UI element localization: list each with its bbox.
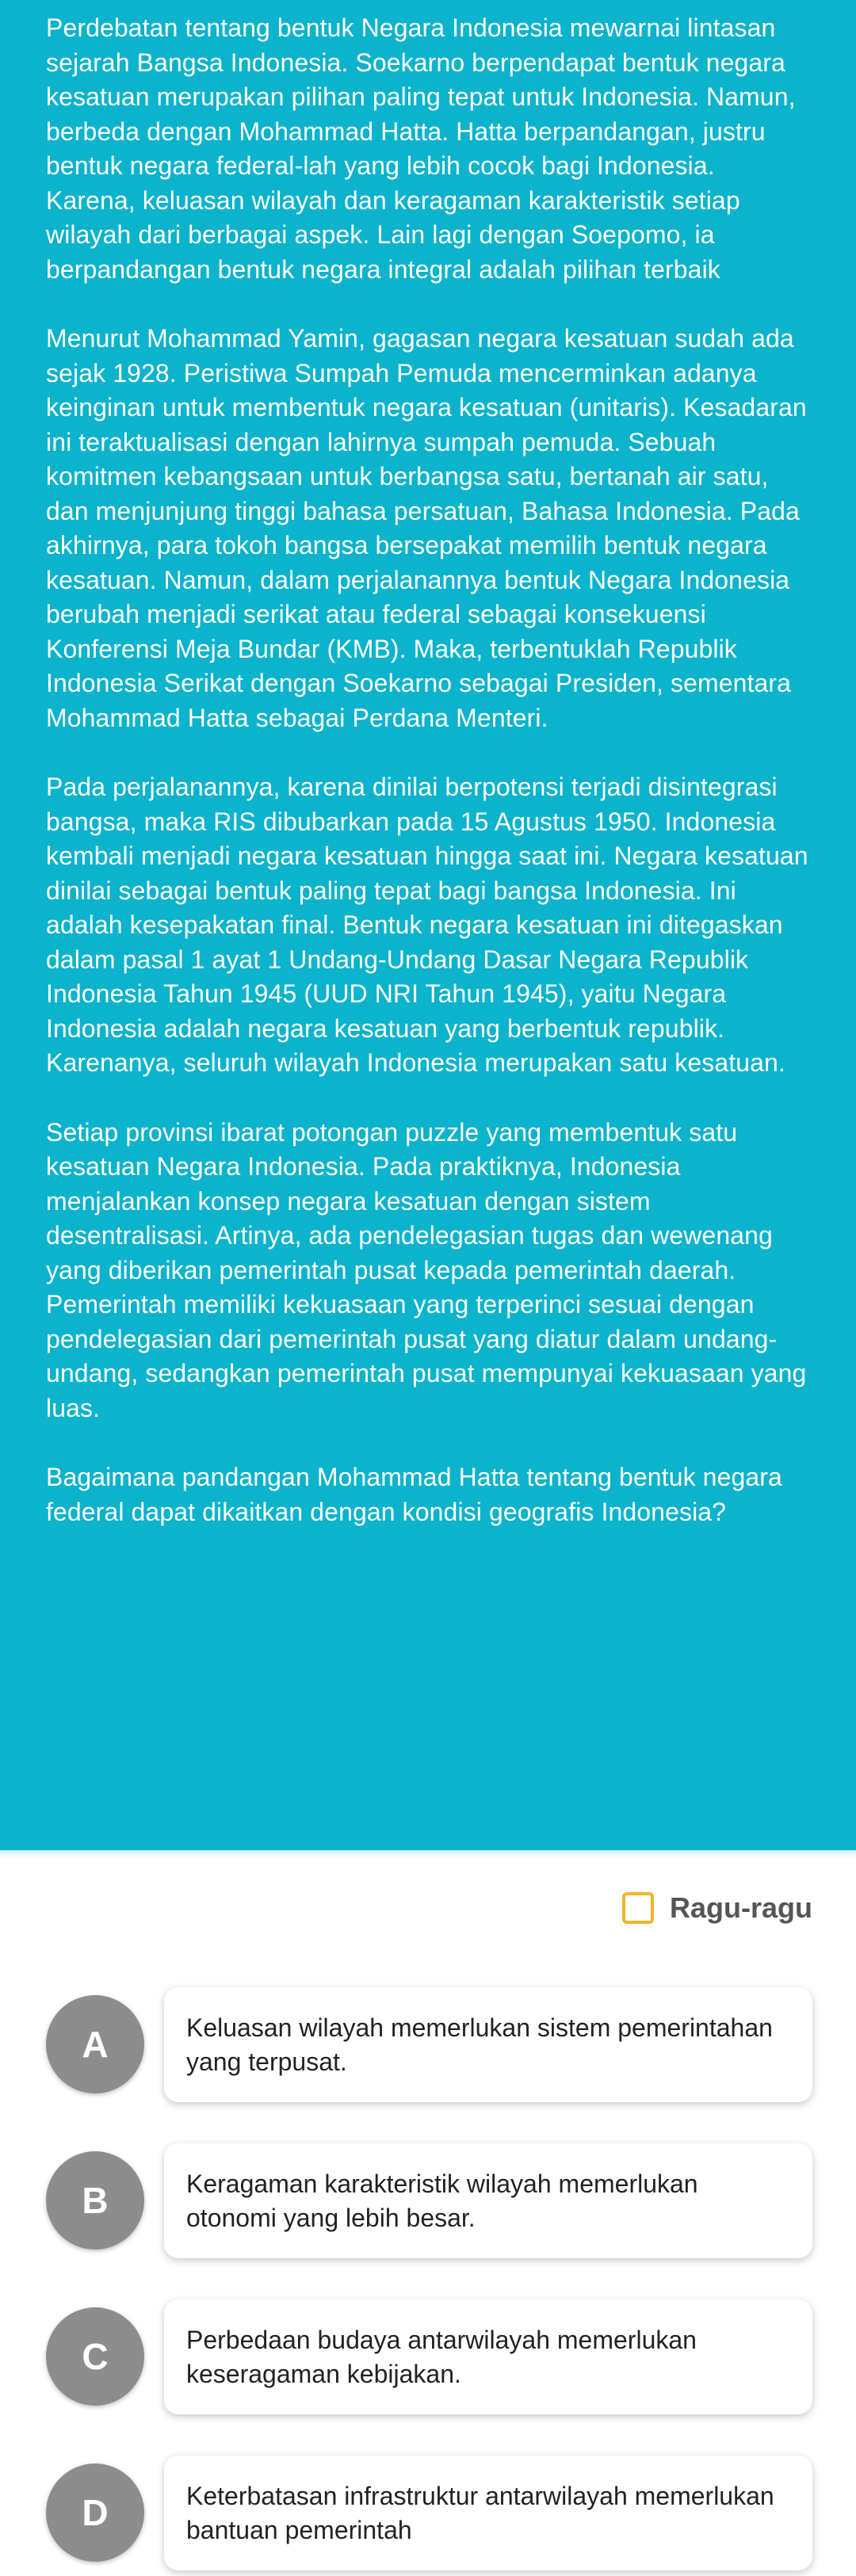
passage-paragraph-2: Menurut Mohammad Yamin, gagasan negara kesatuan sudah ada sejak 1928. Peristiwa Sumpah Pemuda mencerminkan adanya keinginan untuk membentuk negara kesatuan (unitaris). Kesadaran ini teraktualisasi dengan lahirnya sumpah pemuda. Sebuah komitmen kebangsaan untuk berbangsa satu, bertanah air satu, dan menjunjung tinggi bahasa persatuan, Bahasa Indonesia. Pada akhirnya, para tokoh bangsa bersepakat memilih bentuk negara kesatuan. Namun, dalam perjalanannya bentuk Negara Indonesia berubah menjadi serikat atau federal sebagai konsekuensi Konferensi Meja Bundar (KMB). Maka, terbentuklah Republik Indonesia Serikat dengan Soekarno sebagai Presiden, sementara Mohammad Hatta sebagai Perdana Menteri. <box>46 324 807 732</box>
option-letter-badge[interactable]: D <box>46 2463 144 2562</box>
question-text: Bagaimana pandangan Mohammad Hatta tentang bentuk negara federal dapat dikaitkan dengan kondisi geografis Indonesia? <box>46 1463 782 1526</box>
option-card[interactable] <box>164 1987 812 2102</box>
option-card[interactable] <box>164 2456 812 2570</box>
passage-paragraph-3: Pada perjalanannya, karena dinilai berpotensi terjadi disintegrasi bangsa, maka RIS dibubarkan pada 15 Agustus 1950. Indonesia kembali menjadi negara kesatuan hingga saat ini. Negara kesatuan dinilai sebagai bentuk paling tepat bagi bangsa Indonesia. Ini adalah kesepakatan final. Bentuk negara kesatuan ini ditegaskan dalam pasal 1 ayat 1 Undang-Undang Dasar Negara Republik Indonesia Tahun 1945 (UUD NRI Tahun 1945), yaitu Negara Indonesia adalah negara kesatuan yang berbentuk republik. Karenanya, seluruh wilayah Indonesia merupakan satu kesatuan. <box>46 773 808 1077</box>
passage-paragraph-1: Perdebatan tentang bentuk Negara Indonesia mewarnai lintasan sejarah Bangsa Indonesia. Soekarno berpendapat bentuk negara kesatuan merupakan pilihan paling tepat untuk Indonesia. Namun, berbeda dengan Mohammad Hatta. Hatta berpandangan, justru bentuk negara federal-lah yang lebih cocok bagi Indonesia. Karena, keluasan wilayah dan keragaman karakteristik setiap wilayah dari berbagai aspek. Lain lagi dengan Soepomo, ia berpandangan bentuk negara integral adalah pilihan terbaik <box>46 13 796 284</box>
option-letter-badge[interactable]: A <box>46 1995 144 2093</box>
section-divider <box>0 1850 856 1858</box>
answer-option-a[interactable] <box>46 1987 812 2102</box>
option-card[interactable] <box>164 2143 812 2258</box>
passage-paragraph-4: Setiap provinsi ibarat potongan puzzle yang membentuk satu kesatuan Negara Indonesia. Pada praktiknya, Indonesia menjalankan konsep negara kesatuan dengan sistem desentralisasi. Artinya, ada pendelegasian tugas dan wewenang yang diberikan pemerintah pusat kepada pemerintah daerah. Pemerintah memiliki kekuasaan yang terperinci sesuai dengan pendelegasian dari pemerintah pusat yang diatur dalam undang-undang, sedangkan pemerintah pusat mempunyai kekuasaan yang luas. <box>46 1117 807 1422</box>
option-card[interactable] <box>164 2299 812 2414</box>
answer-option-d[interactable] <box>46 2456 812 2570</box>
answer-option-b[interactable] <box>46 2143 812 2258</box>
doubt-checkbox[interactable] <box>622 1892 654 1924</box>
doubt-toggle[interactable] <box>622 1891 812 1925</box>
option-text: Keterbatasan infrastruktur antarwilayah memerlukan bantuan pemerintah <box>186 2481 774 2544</box>
option-text: Keluasan wilayah memerlukan sistem pemerintahan yang terpusat. <box>186 2013 773 2076</box>
option-text: Perbedaan budaya antarwilayah memerlukan keseragaman kebijakan. <box>186 2325 697 2388</box>
answer-option-c[interactable] <box>46 2299 812 2414</box>
option-text: Keragaman karakteristik wilayah memerlukan otonomi yang lebih besar. <box>186 2169 698 2232</box>
option-letter-badge[interactable]: C <box>46 2307 144 2406</box>
doubt-label: Ragu-ragu <box>670 1891 812 1924</box>
option-letter-badge[interactable]: B <box>46 2151 144 2250</box>
